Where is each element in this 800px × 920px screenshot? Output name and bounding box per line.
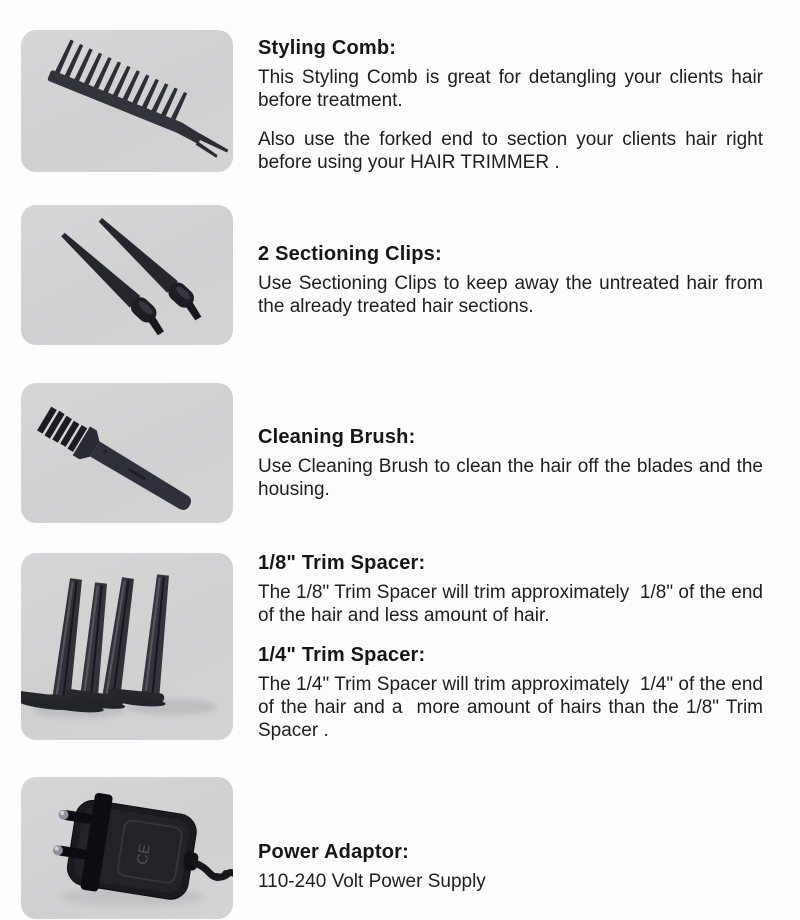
styling-comb-description-1: This Styling Comb is great for detangling your clients hair before treatment. — [258, 67, 769, 111]
power-adaptor-icon — [21, 777, 233, 919]
svg-text:CE: CE — [133, 842, 154, 866]
trim-spacers-icon — [21, 553, 233, 740]
power-adaptor-title: Power Adaptor: — [258, 841, 409, 863]
sectioning-clips-title: 2 Sectioning Clips: — [258, 243, 442, 265]
styling-comb-text — [258, 36, 769, 174]
trim-spacer-14-title: 1/4" Trim Spacer: — [258, 644, 426, 666]
sectioning-clips-text — [258, 242, 769, 318]
cleaning-brush-image-tile — [21, 383, 233, 523]
power-adaptor-description: 110-240 Volt Power Supply — [258, 871, 486, 892]
cleaning-brush-text — [258, 425, 769, 501]
trim-spacers-text — [258, 551, 769, 742]
cleaning-brush-description: Use Cleaning Brush to clean the hair off the blades and the housing. — [258, 456, 769, 500]
styling-comb-icon — [21, 30, 233, 172]
power-adaptor-image-tile — [21, 777, 233, 919]
styling-comb-image-tile — [21, 30, 233, 172]
sectioning-clips-image-tile — [21, 205, 233, 345]
trim-spacer-14-description: The 1/4" Trim Spacer will trim approximately 1/4" of the end of the hair and a more amount of hairs than the 1/8" Trim Spacer . — [258, 674, 769, 741]
styling-comb-title: Styling Comb: — [258, 37, 397, 59]
trim-spacer-18-title: 1/8" Trim Spacer: — [258, 552, 426, 574]
sectioning-clips-icon — [21, 205, 233, 345]
styling-comb-description-2: Also use the forked end to section your clients hair right before using your HAIR TRIMMER . — [258, 129, 769, 173]
trim-spacer-18-description: The 1/8" Trim Spacer will trim approximately 1/8" of the end of the hair and less amount of hair. — [258, 582, 769, 626]
trim-spacers-image-tile — [21, 553, 233, 740]
sectioning-clips-description: Use Sectioning Clips to keep away the untreated hair from the already treated hair sections. — [258, 273, 769, 317]
cleaning-brush-title: Cleaning Brush: — [258, 426, 416, 448]
power-adaptor-text — [258, 840, 763, 893]
cleaning-brush-icon — [21, 383, 233, 523]
